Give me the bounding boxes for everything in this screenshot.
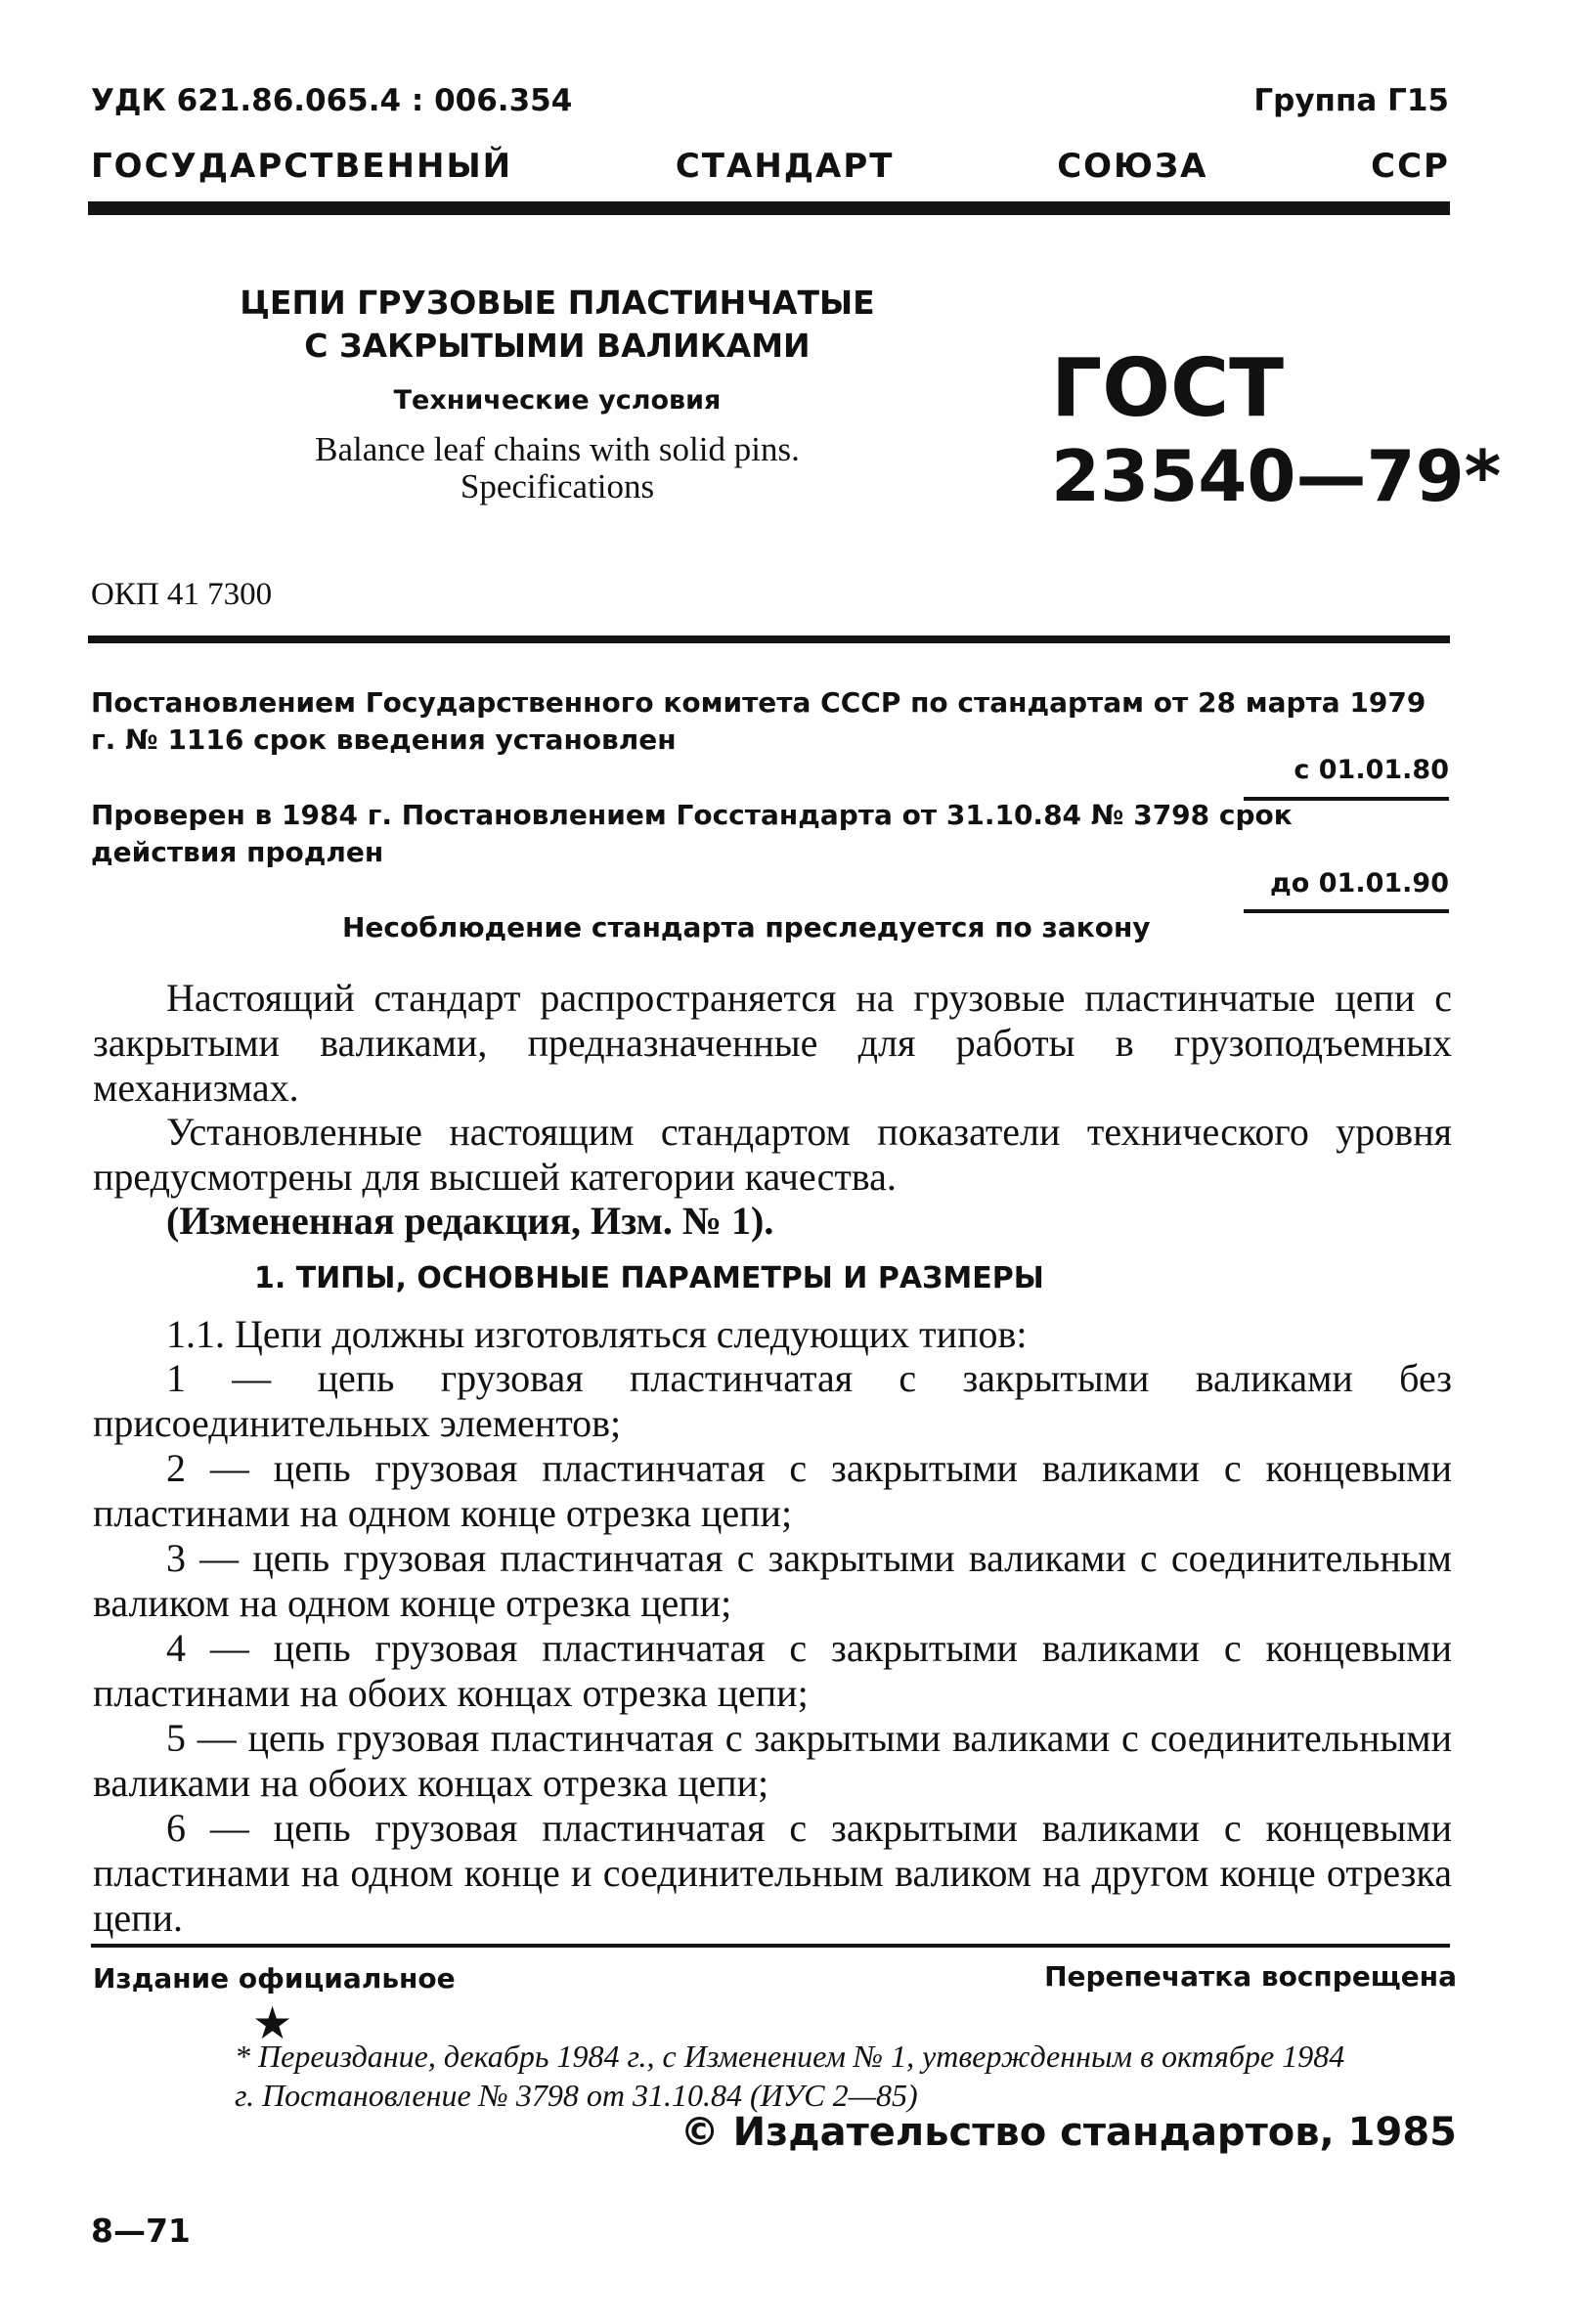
official-edition-label: Издание официальное — [93, 1962, 456, 1995]
list-item: 6 — цепь грузовая пластинчатая с закрытыми валиками с концевыми пластинами на одном конце и соединительным валиком на другом конце отрезка цепи. — [93, 1806, 1452, 1940]
state-standard-heading — [91, 147, 1450, 186]
copyright-line: © Издательство стандартов, 1985 — [680, 2110, 1457, 2155]
okp-code: ОКП 41 7300 — [91, 577, 273, 612]
expiry-date: до 01.01.90 — [1270, 868, 1449, 899]
reissue-footnote: * Переиздание, декабрь 1984 г., с Изменением № 1, утвержденным в октябре 1984 г. Постановление № 3798 от 31.10.84 (ИУС 2—85) — [235, 2039, 1345, 2113]
bottom-divider — [91, 1944, 1450, 1948]
list-item: 5 — цепь грузовая пластинчатая с закрытыми валиками с соединительными валиками на обоих концах отрезка цепи; — [93, 1716, 1452, 1805]
group-code: Группа Г15 — [1253, 83, 1449, 118]
gost-label: ГОСТ — [1051, 342, 1285, 435]
list-item: 4 — цепь грузовая пластинчатая с закрытыми валиками с концевыми пластинами на обоих концах отрезка цепи; — [93, 1626, 1452, 1715]
title-ru-line2: С ЗАКРЫТЫМИ ВАЛИКАМИ — [304, 327, 811, 365]
middle-divider — [88, 636, 1450, 643]
title-block — [225, 282, 890, 505]
expiry-date-underline — [1244, 909, 1449, 913]
types-intro: 1.1. Цепи должны изготовляться следующих типов: — [166, 1312, 1028, 1356]
heading-word: СОЮЗА — [1057, 147, 1208, 186]
title-en-line2: Specifications — [460, 467, 655, 505]
revision-text: Проверен в 1984 г. Постановлением Госстандарта от 31.10.84 № 3798 срок действия продлен — [91, 799, 1293, 868]
title-ru-line1: ЦЕПИ ГРУЗОВЫЕ ПЛАСТИНЧАТЫЕ — [240, 284, 875, 322]
non-compliance-notice: Несоблюдение стандарта преследуется по закону — [342, 911, 1151, 943]
types-list — [93, 1356, 1452, 1941]
page-code: 8—71 — [91, 2212, 191, 2250]
intro-paragraph: Настоящий стандарт распространяется на грузовые пластинчатые цепи с закрытыми валиками, предназначенные для работы в грузоподъемных механизмах. — [93, 976, 1452, 1110]
effective-date: с 01.01.80 — [1294, 755, 1449, 785]
heading-word: СТАНДАРТ — [675, 147, 895, 186]
heading-word: ГОСУДАРСТВЕННЫЙ — [91, 147, 513, 186]
list-item: 3 — цепь грузовая пластинчатая с закрытыми валиками с соединительным валиком на одном конце отрезка цепи; — [93, 1536, 1452, 1625]
section-title: 1. ТИПЫ, ОСНОВНЫЕ ПАРАМЕТРЫ И РАЗМЕРЫ — [254, 1261, 1044, 1295]
star-icon: ★ — [252, 1998, 293, 2048]
heading-word: ССР — [1371, 147, 1450, 186]
amendment-note: (Измененная редакция, Изм. № 1). — [166, 1199, 774, 1243]
reprint-forbidden-label: Перепечатка воспрещена — [1044, 1960, 1457, 1993]
intro-paragraph: Установленные настоящим стандартом показатели технического уровня предусмотрены для высшей категории качества. — [93, 1110, 1452, 1199]
list-item: 1 — цепь грузовая пластинчатая с закрытыми валиками без присоединительных элементов; — [93, 1356, 1452, 1445]
tech-conditions-subtitle: Технические условия — [393, 385, 722, 416]
gost-number: 23540—79* — [1051, 435, 1502, 517]
title-en-line1: Balance leaf chains with solid pins. — [315, 430, 800, 468]
top-divider — [88, 201, 1450, 215]
decree-text: Постановлением Государственного комитета СССР по стандартам от 28 марта 1979 г. № 1116 срок введения установлен — [91, 686, 1426, 756]
list-item: 2 — цепь грузовая пластинчатая с закрытыми валиками с концевыми пластинами на одном конце отрезка цепи; — [93, 1446, 1452, 1535]
udk-code: УДК 621.86.065.4 : 006.354 — [91, 83, 573, 118]
title-en — [225, 431, 890, 505]
